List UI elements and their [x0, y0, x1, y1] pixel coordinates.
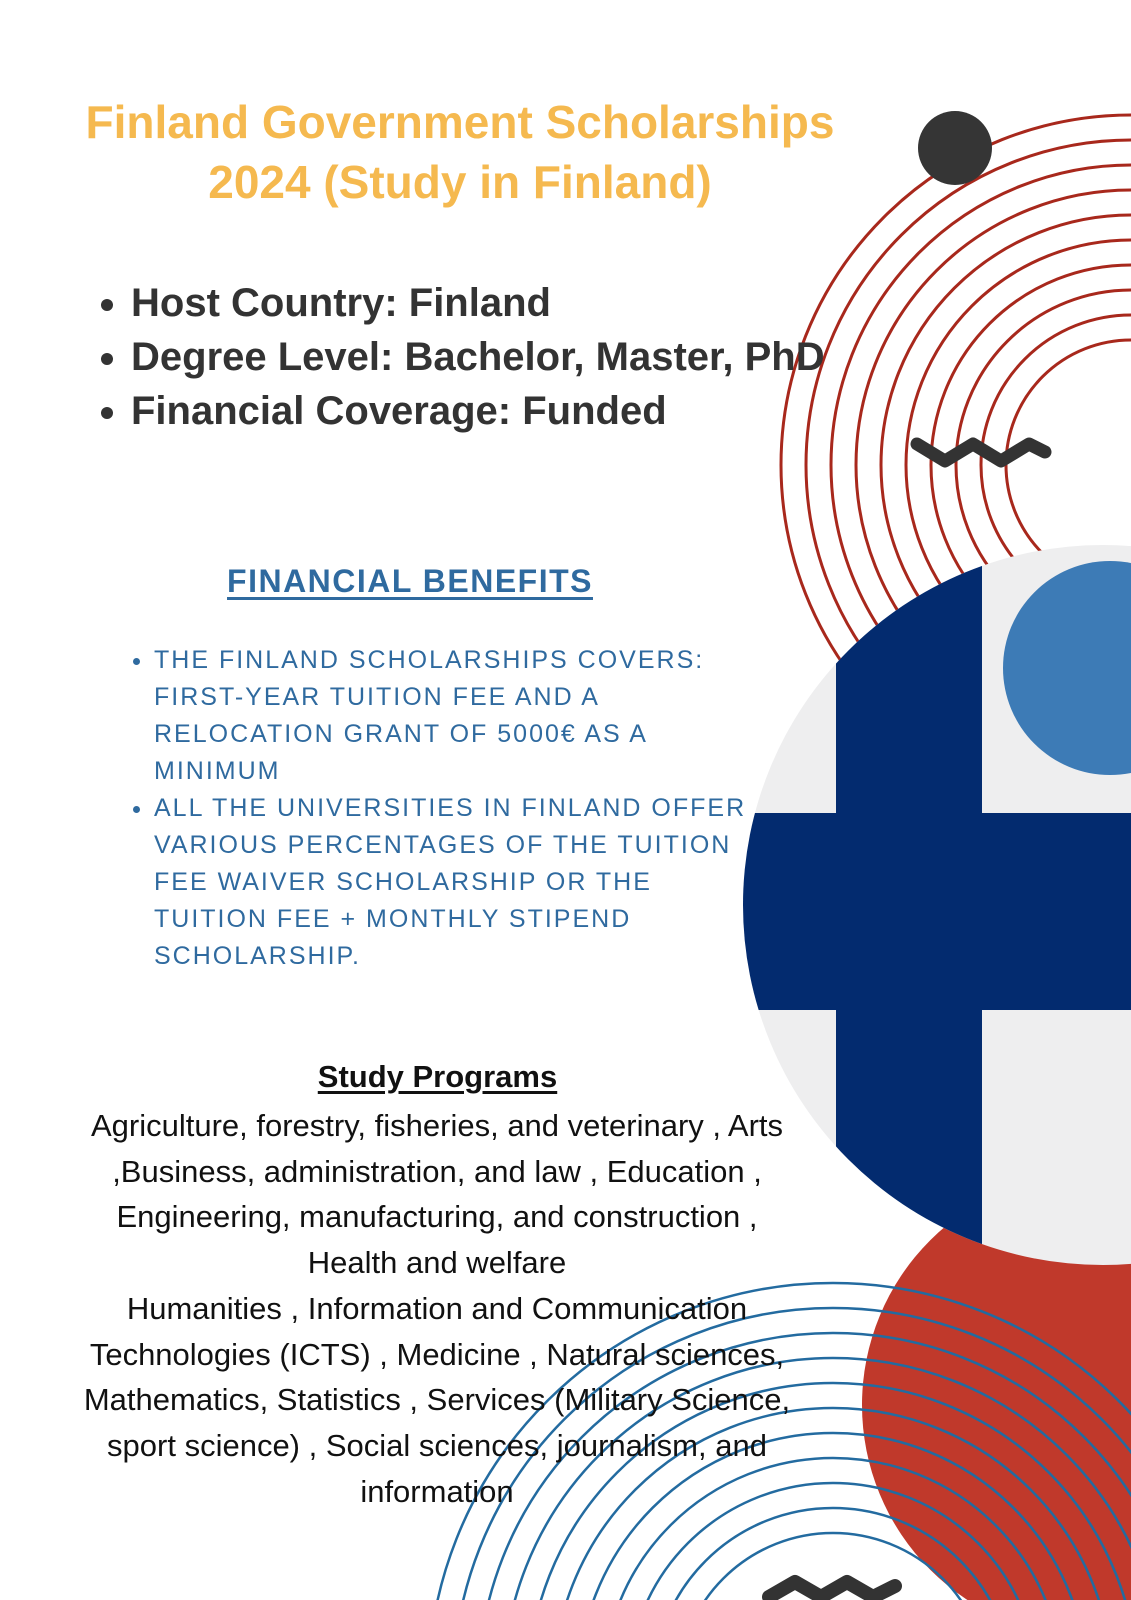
- programs-line: Agriculture, forestry, fisheries, and veterinary , Arts: [90, 1108, 784, 1143]
- programs-line: Humanities , Information and Communication: [126, 1290, 748, 1326]
- fact-financial-coverage: • Financial Coverage: Funded: [131, 384, 831, 438]
- flag-cross-horizontal: [730, 813, 1131, 1010]
- programs-line: information: [360, 1473, 514, 1509]
- financial-benefits-heading: FINANCIAL BENEFITS: [227, 563, 593, 599]
- dark-dot: [918, 111, 992, 185]
- programs-line: Mathematics, Statistics , Services (Military Science,: [83, 1382, 791, 1418]
- programs-line: Engineering, manufacturing, and construction ,: [116, 1199, 758, 1235]
- key-facts-list: [88, 276, 831, 438]
- study-programs-text: [48, 1103, 826, 1514]
- page-title: [40, 92, 880, 212]
- fact-host-country: • Host Country: Finland: [131, 276, 831, 330]
- financial-benefits-list: [125, 642, 754, 975]
- programs-line: Technologies (ICTS) , Medicine , Natural sciences,: [89, 1336, 785, 1372]
- title-line: 2024 (Study in Finland): [208, 156, 712, 208]
- programs-line: ,Business, administration, and law , Education ,: [112, 1153, 762, 1189]
- benefit-item: • ALL THE UNIVERSITIES IN FINLAND OFFER VARIOUS PERCENTAGES OF THE TUITION FEE WAIVER SCHOLARSHIP OR THE TUITION FEE + MONTHLY STIPEND SCHOLARSHIP.: [154, 790, 754, 975]
- programs-line: sport science) , Social sciences, journalism, and: [107, 1427, 767, 1463]
- study-programs-heading: Study Programs: [317, 1059, 558, 1094]
- zigzag: [769, 1582, 895, 1597]
- fact-degree-level: • Degree Level: Bachelor, Master, PhD: [131, 330, 831, 384]
- title-line: Finland Government Scholarships: [85, 96, 835, 148]
- programs-line: Health and welfare: [307, 1245, 567, 1281]
- benefit-item: • THE FINLAND SCHOLARSHIPS COVERS: FIRST-YEAR TUITION FEE AND A RELOCATION GRANT OF 5000€ AS A MINIMUM: [154, 642, 754, 790]
